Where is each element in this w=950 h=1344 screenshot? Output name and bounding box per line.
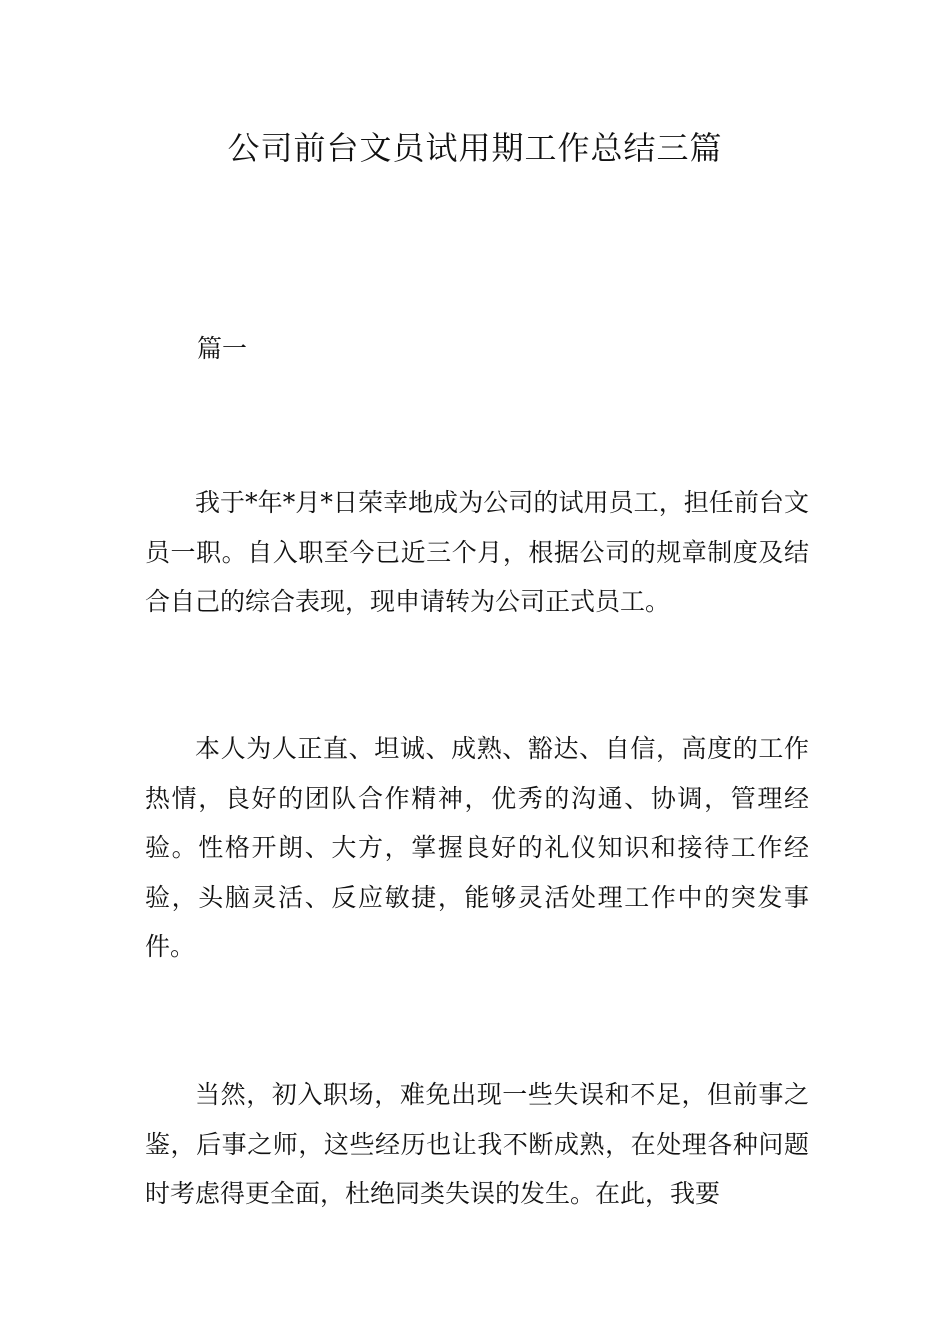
paragraph-1: 我于*年*月*日荣幸地成为公司的试用员工，担任前台文员一职。自入职至今已近三个月，根据公司的规章制度及结合自己的综合表现，现申请转为公司正式员工。: [145, 488, 809, 616]
paragraph-3: 当然，初入职场，难免出现一些失误和不足，但前事之鉴，后事之师，这些经历也让我不断成熟，在处理各种问题时考虑得更全面，杜绝同类失误的发生。在此，我要: [145, 1080, 809, 1208]
paragraph-2: 本人为人正直、坦诚、成熟、豁达、自信，高度的工作热情，良好的团队合作精神，优秀的沟通、协调，管理经验。性格开朗、大方，掌握良好的礼仪知识和接待工作经验，头脑灵活、反应敏捷，能够灵活处理工作中的突发事件。: [145, 734, 809, 961]
section-label: 篇一: [197, 334, 248, 363]
document-title: 公司前台文员试用期工作总结三篇: [227, 129, 723, 167]
